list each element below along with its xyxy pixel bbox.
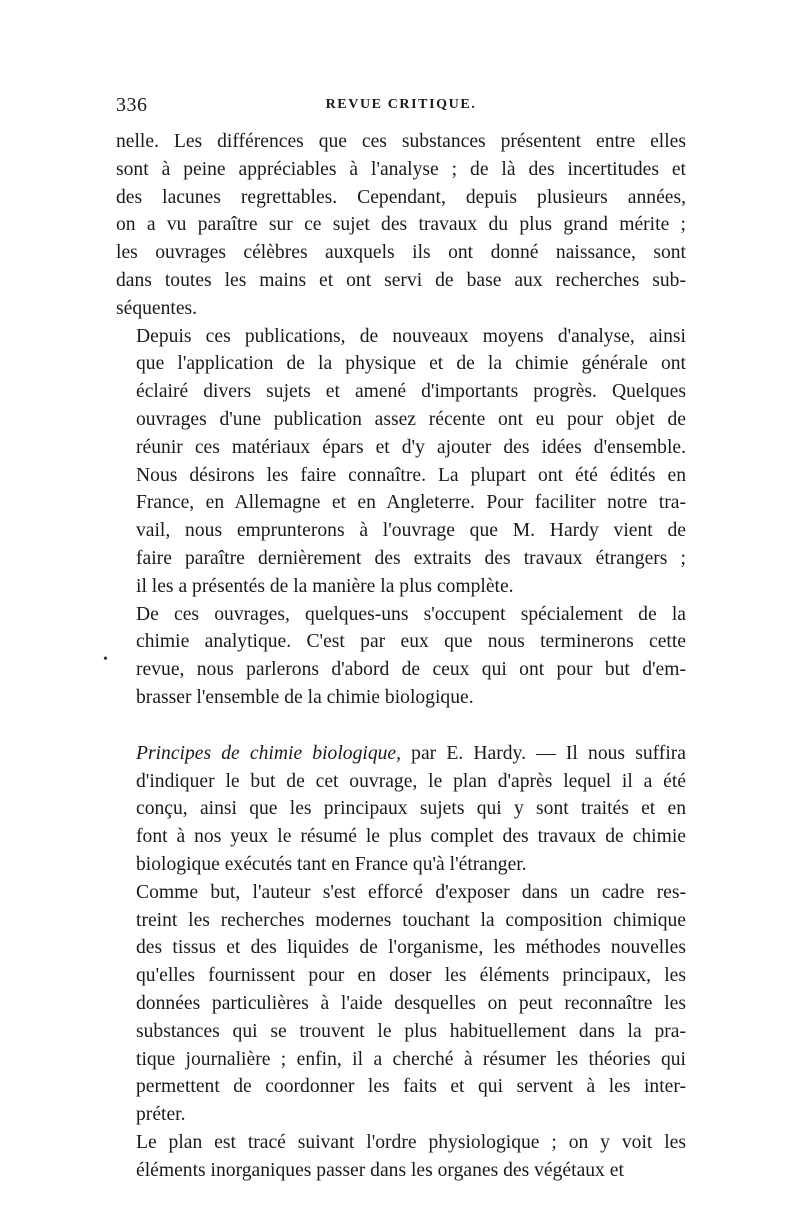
text-line: il les a présentés de la manière la plus complète. (136, 575, 514, 597)
text-line: permettent de coordonner les faits et qui servent à les inter- (136, 1076, 686, 1098)
text-line: on a vu paraître sur ce sujet des travaux du plus grand mérite ; (116, 214, 686, 236)
section-title: Principes de chimie biologique, (136, 742, 402, 764)
paragraph (116, 879, 686, 1129)
text-line: chimie analytique. C'est par eux que nous terminerons cette (136, 631, 686, 653)
text-line: ouvrages d'une publication assez récente ont eu pour objet de (136, 408, 686, 430)
text-line: Depuis ces publications, de nouveaux moyens d'analyse, ainsi (136, 325, 686, 347)
text-line: faire paraître dernièrement des extraits des travaux étrangers ; (136, 547, 686, 569)
body-text (116, 128, 686, 1184)
section-paragraph (116, 740, 686, 879)
text-line: treint les recherches modernes touchant la composition chimique (136, 909, 686, 931)
text-line: Comme but, l'auteur s'est efforcé d'exposer dans un cadre res- (136, 881, 686, 903)
text-line: des lacunes regrettables. Cependant, depuis plusieurs années, (116, 186, 686, 208)
text-line: d'indiquer le but de cet ouvrage, le plan d'après lequel il a été (136, 770, 686, 792)
text-line: les ouvrages célèbres auxquels ils ont donné naissance, sont (116, 242, 686, 264)
text-line: dans toutes les mains et ont servi de base aux recherches sub- (116, 269, 686, 291)
text-line: des tissus et des liquides de l'organisme, les méthodes nouvelles (136, 937, 686, 959)
text-line: substances qui se trouvent le plus habituellement dans la pra- (136, 1020, 686, 1042)
text-line: préter. (136, 1104, 186, 1126)
text-line: conçu, ainsi que les principaux sujets qui y sont traités et en (136, 798, 686, 820)
text-line: nelle. Les différences que ces substances présentent entre elles (116, 131, 686, 152)
paragraphs-after (116, 879, 686, 1185)
paragraph (116, 128, 686, 323)
page-number: 336 (116, 94, 148, 116)
section-gap (116, 712, 686, 740)
text-line: qu'elles fournissent pour en doser les éléments principaux, les (136, 965, 686, 987)
text-line: séquentes. (116, 297, 198, 319)
text-line: biologique exécutés tant en France qu'à l'étranger. (136, 853, 527, 875)
text-line: réunir ces matériaux épars et d'y ajouter des idées d'ensemble. (136, 436, 686, 458)
paragraphs-before (116, 128, 686, 712)
paragraph (116, 323, 686, 601)
paragraph (116, 601, 686, 712)
text-line: De ces ouvrages, quelques-uns s'occupent spécialement de la (136, 603, 686, 625)
text-line: revue, nous parlerons d'abord de ceux qui ont pour but d'em- (136, 659, 686, 681)
running-title: REVUE CRITIQUE. (325, 97, 477, 112)
text-line: font à nos yeux le résumé le plus complet des travaux de chimie (136, 826, 686, 848)
text-line: données particulières à l'aide desquelles on peut reconnaître les (136, 992, 686, 1014)
text-line: Le plan est tracé suivant l'ordre physiologique ; on y voit les (136, 1131, 686, 1153)
section-first-line (116, 740, 686, 768)
text-line: sont à peine appréciables à l'analyse ; de là des incertitudes et (116, 158, 686, 180)
margin-mark: • (103, 652, 108, 667)
section-lines (116, 768, 686, 879)
text-line: éclairé divers sujets et amené d'importants progrès. Quelques (136, 381, 686, 403)
text-line: tique journalière ; enfin, il a cherché à résumer les théories qui (136, 1048, 686, 1070)
paragraph (116, 1129, 686, 1185)
section-title-rest: par E. Hardy. — Il nous suffira (401, 742, 686, 764)
text-line: Nous désirons les faire connaître. La plupart ont été édités en (136, 464, 686, 486)
page-header (116, 94, 686, 122)
text-line: vail, nous emprunterons à l'ouvrage que M. Hardy vient de (136, 520, 686, 542)
text-line: éléments inorganiques passer dans les organes des végétaux et (136, 1159, 624, 1181)
text-line: France, en Allemagne et en Angleterre. Pour faciliter notre tra- (136, 492, 686, 514)
text-line: brasser l'ensemble de la chimie biologique. (136, 686, 474, 708)
text-line: que l'application de la physique et de la chimie générale ont (136, 353, 686, 375)
